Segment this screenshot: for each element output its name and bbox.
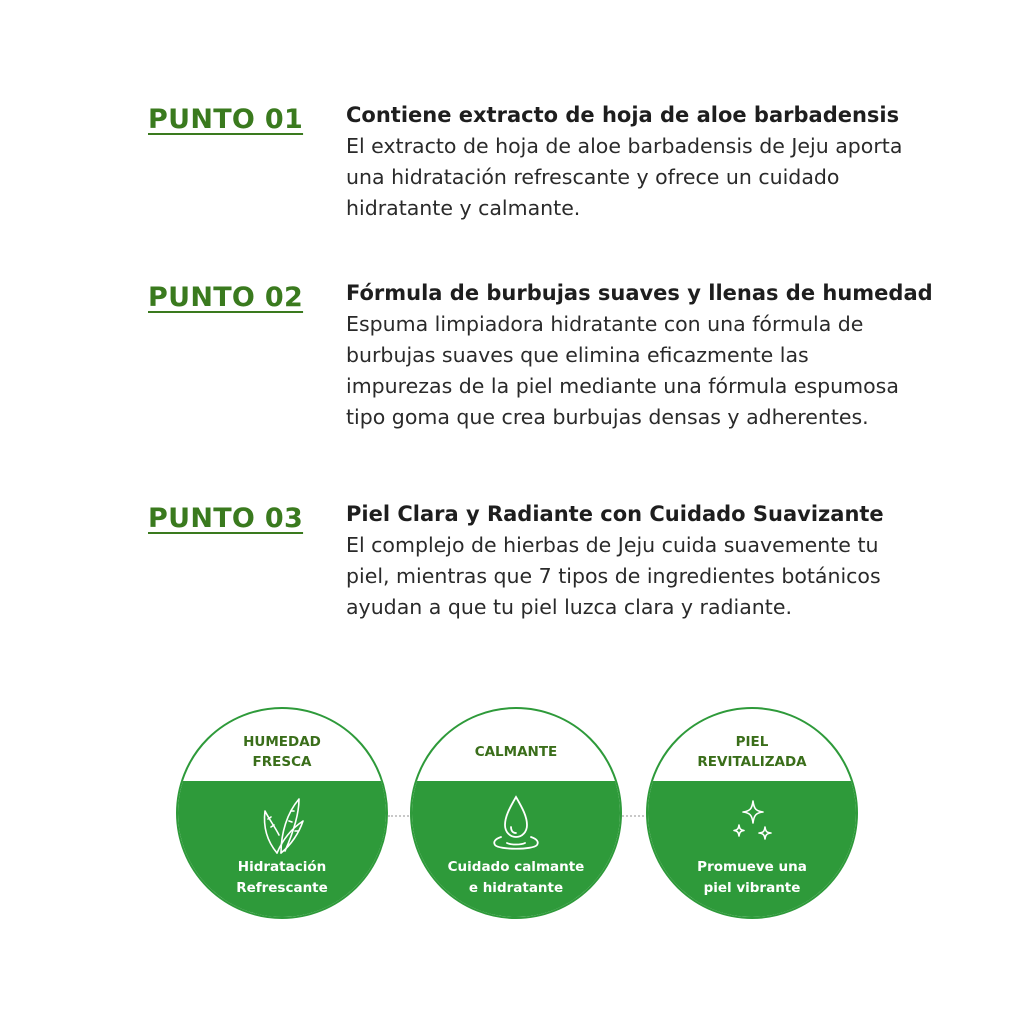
badge-piel-revitalizada: [646, 707, 858, 919]
badge-connector: [388, 815, 412, 817]
sparkles-icon: [717, 791, 787, 855]
badge-heading: [648, 709, 856, 781]
point-title: Piel Clara y Radiante con Cuidado Suavizante: [346, 502, 884, 526]
badge-green-panel: [648, 781, 856, 919]
badge-heading-line: HUMEDAD: [243, 734, 321, 750]
badge-caption: [412, 857, 620, 899]
description-line: tipo goma que crea burbujas densas y adherentes.: [346, 405, 869, 429]
description-line: impurezas de la piel mediante una fórmula espumosa: [346, 374, 899, 398]
badge-heading-line: PIEL: [735, 734, 769, 750]
description-line: El extracto de hoja de aloe barbadensis de Jeju aporta: [346, 134, 903, 158]
badge-caption-line: Cuidado calmante: [447, 859, 585, 875]
badge-connector: [622, 815, 648, 817]
badge-humedad-fresca: [176, 707, 388, 919]
badge-calmante: [410, 707, 622, 919]
description-line: una hidratación refrescante y ofrece un cuidado: [346, 165, 840, 189]
description-line: El complejo de hierbas de Jeju cuida suavemente tu: [346, 533, 879, 557]
badge-heading-line: REVITALIZADA: [697, 754, 807, 770]
description-line: hidratante y calmante.: [346, 196, 581, 220]
aloe-leaf-icon: [247, 791, 317, 855]
badge-caption-line: piel vibrante: [703, 880, 801, 896]
point-label: PUNTO 01: [148, 104, 304, 135]
badge-green-panel: [178, 781, 386, 919]
badge-heading-line: FRESCA: [252, 754, 312, 770]
badge-caption: [178, 857, 386, 899]
description-line: burbujas suaves que elimina eficazmente las: [346, 343, 809, 367]
badge-caption-line: Promueve una: [697, 859, 807, 875]
badge-caption-line: Hidratación: [237, 859, 327, 875]
point-title: Fórmula de burbujas suaves y llenas de humedad: [346, 281, 933, 305]
point-label: PUNTO 02: [148, 282, 304, 313]
point-label: PUNTO 03: [148, 503, 304, 534]
badge-caption-line: e hidratante: [468, 880, 564, 896]
description-line: piel, mientras que 7 tipos de ingredientes botánicos: [346, 564, 881, 588]
description-line: ayudan a que tu piel luzca clara y radiante.: [346, 595, 792, 619]
badge-heading: [412, 709, 620, 781]
badge-green-panel: [412, 781, 620, 919]
badge-heading-line: CALMANTE: [474, 744, 558, 760]
badge-heading: [178, 709, 386, 781]
badge-caption: [648, 857, 856, 899]
description-line: Espuma limpiadora hidratante con una fórmula de: [346, 312, 864, 336]
point-title: Contiene extracto de hoja de aloe barbadensis: [346, 103, 900, 127]
water-drop-icon: [481, 791, 551, 855]
badge-caption-line: Refrescante: [236, 880, 328, 896]
